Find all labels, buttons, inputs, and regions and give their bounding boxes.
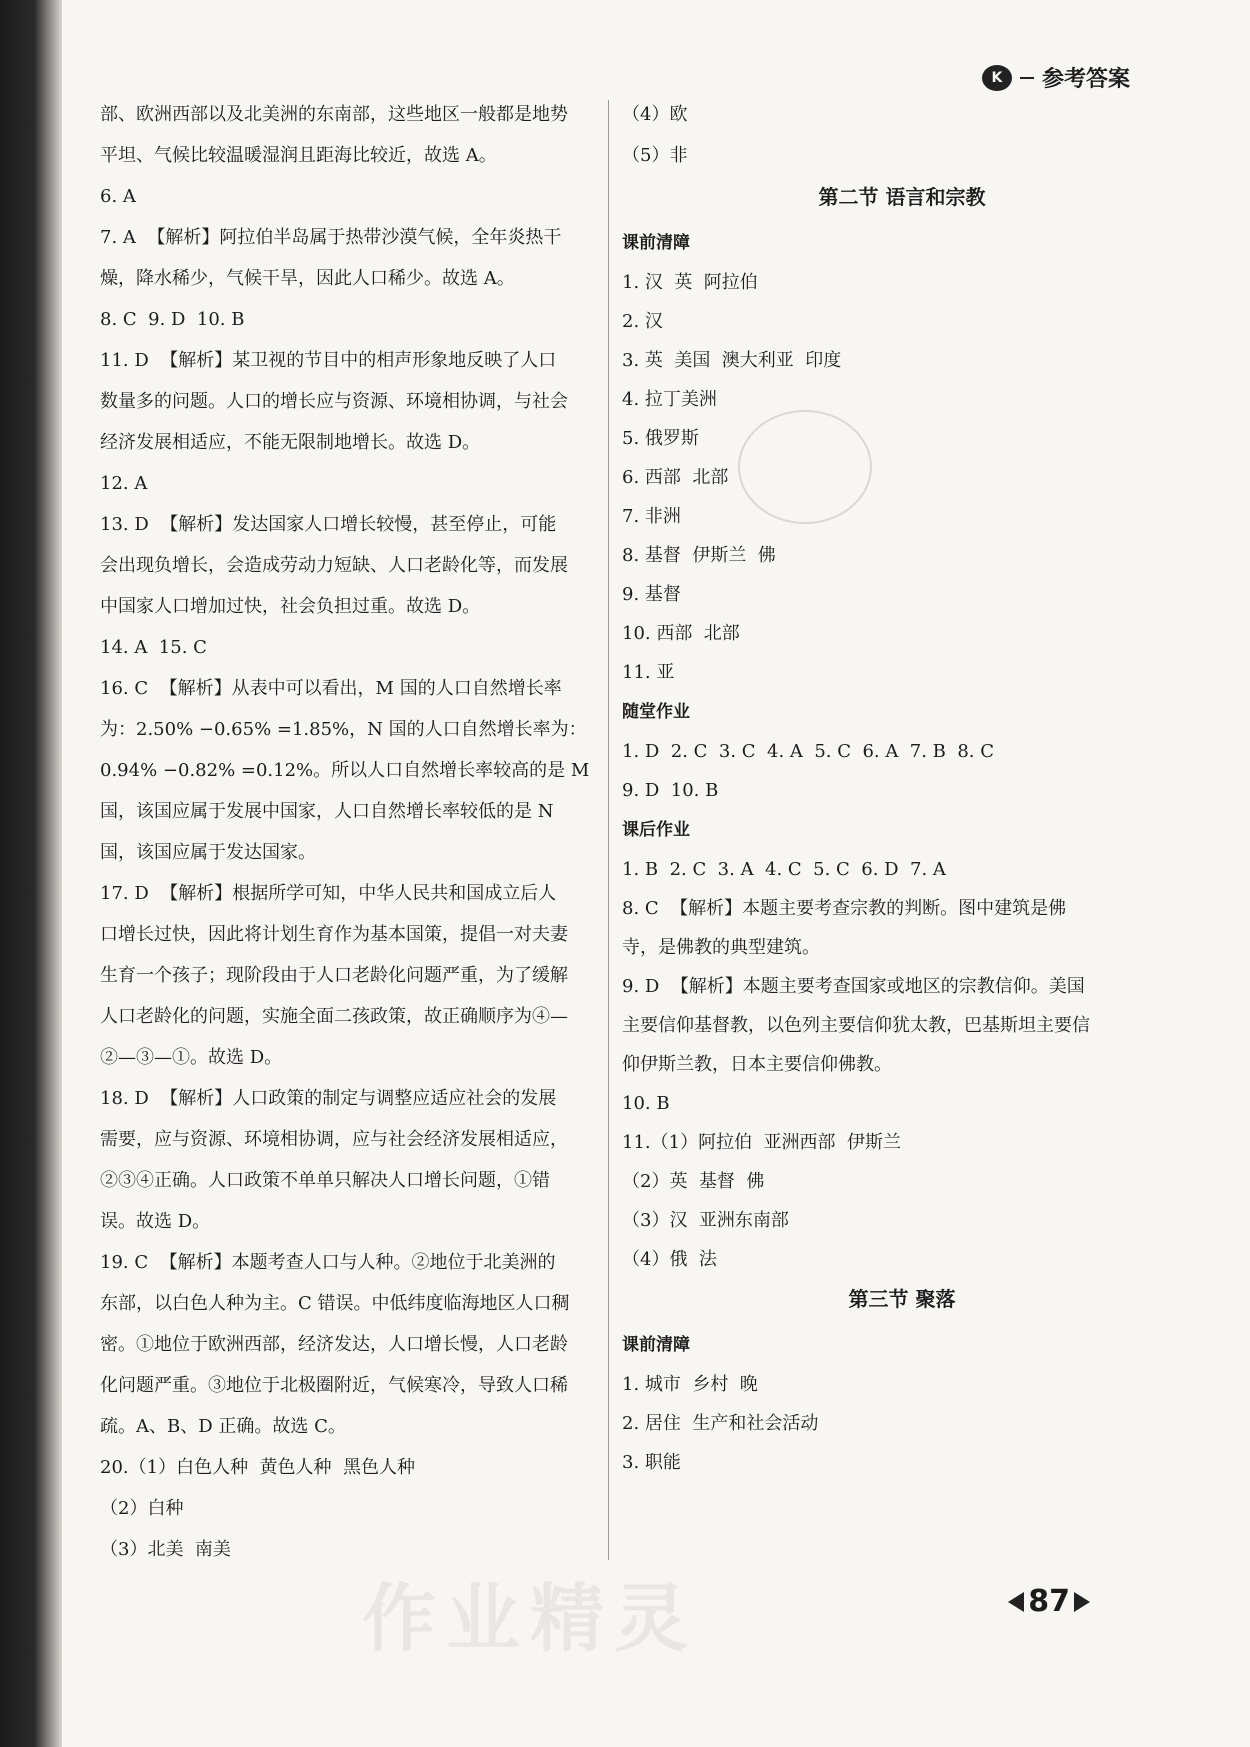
left-line: ②—③—①。故选 D。 <box>100 1047 283 1068</box>
watermark-text: 作业精灵 <box>362 1576 698 1662</box>
right-line: 9. D 【解析】本题主要考查国家或地区的宗教信仰。美国 <box>622 976 1085 997</box>
left-line: 国，该国应属于发达国家。 <box>100 842 316 863</box>
right-line: 寺，是佛教的典型建筑。 <box>622 937 820 958</box>
book-logo-icon: K <box>982 65 1012 91</box>
left-line: 会出现负增长，会造成劳动力短缺、人口老龄化等，而发展 <box>100 555 568 576</box>
watermark <box>362 1560 698 1666</box>
right-line: 10. 西部 北部 <box>622 623 740 644</box>
left-line: 6. A <box>100 186 136 207</box>
right-line: 8. C 【解析】本题主要考查宗教的判断。图中建筑是佛 <box>622 898 1067 919</box>
left-line: 16. C 【解析】从表中可以看出，M 国的人口自然增长率 <box>100 678 562 699</box>
left-line: 疏。A、B、D 正确。故选 C。 <box>100 1416 346 1437</box>
left-line: 生育一个孩子；现阶段由于人口老龄化问题严重，为了缓解 <box>100 965 568 986</box>
torn-page-edge <box>0 0 62 1747</box>
section-title-language-religion: 第二节 语言和宗教 <box>818 185 986 209</box>
subsection-title: 课前清障 <box>622 233 690 253</box>
page-header <box>982 62 1130 93</box>
triangle-right-icon <box>1074 1592 1090 1612</box>
subsection-title: 课后作业 <box>622 820 690 840</box>
header-title: 参考答案 <box>1041 67 1130 92</box>
right-line: 1. B 2. C 3. A 4. C 5. C 6. D 7. A <box>622 859 946 880</box>
left-line: ②③④正确。人口政策不单单只解决人口增长问题，①错 <box>100 1170 550 1191</box>
right-line: 11.（1）阿拉伯 亚洲西部 伊斯兰 <box>622 1132 901 1153</box>
right-line: 9. 基督 <box>622 584 681 605</box>
subsection-title: 课前清障 <box>622 1335 690 1355</box>
triangle-left-icon <box>1008 1592 1024 1612</box>
right-column <box>622 100 1182 1487</box>
left-line: 口增长过快，因此将计划生育作为基本国策，提倡一对夫妻 <box>100 924 568 945</box>
left-line: 18. D 【解析】人口政策的制定与调整应适应社会的发展 <box>100 1088 557 1109</box>
right-line: 10. B <box>622 1093 670 1114</box>
left-line: 平坦、气候比较温暖湿润且距海比较近，故选 A。 <box>100 145 497 166</box>
right-line: 1. 城市 乡村 晚 <box>622 1374 758 1395</box>
right-line: 2. 居住 生产和社会活动 <box>622 1413 819 1434</box>
left-line: （3）北美 南美 <box>100 1539 231 1560</box>
left-line: 19. C 【解析】本题考查人口与人种。②地位于北美洲的 <box>100 1252 556 1273</box>
right-line: （2）英 基督 佛 <box>622 1171 765 1192</box>
left-line: 数量多的问题。人口的增长应与资源、环境相协调，与社会 <box>100 391 568 412</box>
left-line: 密。①地位于欧洲西部，经济发达，人口增长慢，人口老龄 <box>100 1334 568 1355</box>
section-title-settlement: 第三节 聚落 <box>848 1287 956 1311</box>
left-line: 误。故选 D。 <box>100 1211 211 1232</box>
left-line: 14. A 15. C <box>100 637 207 658</box>
right-line: 11. 亚 <box>622 662 675 683</box>
right-line: 3. 英 美国 澳大利亚 印度 <box>622 350 842 371</box>
left-line: 0.94% −0.82% =0.12%。所以人口自然增长率较高的是 M <box>100 760 590 781</box>
right-line: 1. D 2. C 3. C 4. A 5. C 6. A 7. B 8. C <box>622 741 995 762</box>
stamp-logo <box>738 410 872 524</box>
page-number-value: 87 <box>1028 1584 1070 1619</box>
right-line: 9. D 10. B <box>622 780 719 801</box>
right-line: 主要信仰基督教，以色列主要信仰犹太教，巴基斯坦主要信 <box>622 1015 1090 1036</box>
right-line: （4）欧 <box>622 104 688 125</box>
left-line: 8. C 9. D 10. B <box>100 309 245 330</box>
subsection-title: 随堂作业 <box>622 702 690 722</box>
left-line: 人口老龄化的问题，实施全面二孩政策，故正确顺序为④— <box>100 1006 568 1027</box>
right-line: 8. 基督 伊斯兰 佛 <box>622 545 776 566</box>
left-line: 20.（1）白色人种 黄色人种 黑色人种 <box>100 1457 415 1478</box>
right-line: （3）汉 亚洲东南部 <box>622 1210 789 1231</box>
right-line: （5）非 <box>622 145 688 166</box>
right-line: 5. 俄罗斯 <box>622 428 699 449</box>
left-line: 需要，应与资源、环境相协调，应与社会经济发展相适应， <box>100 1129 568 1150</box>
left-line: 部、欧洲西部以及北美洲的东南部，这些地区一般都是地势 <box>100 104 568 125</box>
left-line: 东部，以白色人种为主。C 错误。中低纬度临海地区人口稠 <box>100 1293 570 1314</box>
left-line: 12. A <box>100 473 148 494</box>
left-line: 化问题严重。③地位于北极圈附近，气候寒冷，导致人口稀 <box>100 1375 568 1396</box>
right-line: 2. 汉 <box>622 311 663 332</box>
left-line: 11. D 【解析】某卫视的节目中的相声形象地反映了人口 <box>100 350 557 371</box>
left-line: 17. D 【解析】根据所学可知，中华人民共和国成立后人 <box>100 883 557 904</box>
left-line: 中国家人口增加过快，社会负担过重。故选 D。 <box>100 596 481 617</box>
right-line: 仰伊斯兰教，日本主要信仰佛教。 <box>622 1054 892 1075</box>
page-number <box>1008 1584 1090 1619</box>
left-column <box>100 100 632 1576</box>
right-line: 6. 西部 北部 <box>622 467 729 488</box>
header-dash <box>1020 77 1034 79</box>
left-line: 为：2.50% −0.65% =1.85%，N 国的人口自然增长率为： <box>100 719 587 740</box>
left-line: 7. A 【解析】阿拉伯半岛属于热带沙漠气候，全年炎热干 <box>100 227 562 248</box>
right-line: 4. 拉丁美洲 <box>622 389 717 410</box>
right-line: 3. 职能 <box>622 1452 681 1473</box>
right-line: 1. 汉 英 阿拉伯 <box>622 272 758 293</box>
page <box>62 0 1250 1747</box>
left-line: 13. D 【解析】发达国家人口增长较慢，甚至停止，可能 <box>100 514 557 535</box>
column-divider <box>608 100 609 1560</box>
right-line: （4）俄 法 <box>622 1249 717 1270</box>
left-line: 经济发展相适应，不能无限制地增长。故选 D。 <box>100 432 481 453</box>
right-line: 7. 非洲 <box>622 506 681 527</box>
left-line: 燥，降水稀少，气候干旱，因此人口稀少。故选 A。 <box>100 268 515 289</box>
left-line: 国，该国应属于发展中国家，人口自然增长率较低的是 N <box>100 801 554 822</box>
left-line: （2）白种 <box>100 1498 184 1519</box>
